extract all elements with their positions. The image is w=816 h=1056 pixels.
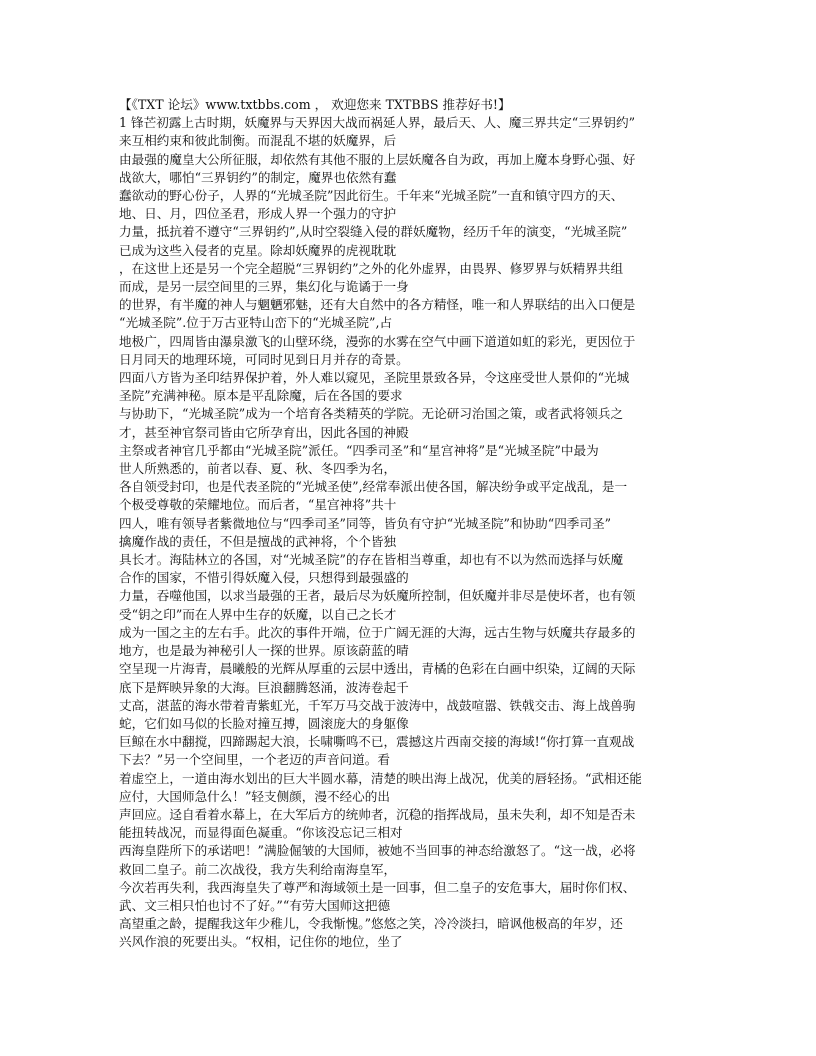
text-line: 具长才。海陆林立的各国，对“光城圣院”的存在皆相当尊重，却也有不以为然而选择与妖魔 [119, 552, 624, 568]
text-line: 合作的国家，不惜引得妖魔入侵，只想得到最强盛的 [119, 570, 409, 586]
text-line: 今次若再失利，我西海皇失了尊严和海域领土是一回事，但二皇子的安危事大，届时你们权、 [119, 879, 636, 895]
text-line: 底下是辉映异象的大海。巨浪翻腾怒涌，波涛卷起千 [119, 679, 409, 695]
text-line: 已成为这些入侵者的克星。除却妖魔界的虎视耽耽 [119, 242, 397, 258]
text-line: 地、日、月，四位圣君，形成人界一个强力的守护 [119, 206, 397, 222]
text-line: 空呈现一片海青，晨曦般的光辉从厚重的云层中透出，青橘的色彩在白画中织染，辽阔的天际 [119, 661, 636, 677]
text-line: 蠢欲动的野心份子，人界的“光城圣院”因此衍生。千年来“光城圣院”一直和镇守四方的天、 [119, 188, 624, 204]
text-line: 四人，唯有领导者紫微地位与“四季司圣”同等，皆负有守护“光城圣院”和协助“四季司圣” [119, 515, 612, 531]
text-line: 成为一国之主的左右手。此次的事件开端，位于广阔无涯的大海，远古生物与妖魔共存最多的 [119, 624, 636, 640]
text-line: 的世界，有半魔的神人与魍魉邪魅，还有大自然中的各方精怪，唯一和人界联结的出入口便是 [119, 297, 636, 313]
text-line: 地方，也是最为神秘引人一探的世界。原该蔚蓝的晴 [119, 643, 409, 659]
text-line: 下去？”另一个空间里，一个老迈的声音问道。看 [119, 752, 390, 768]
text-line: 圣院”充满神秘。原本是平乱除魔，后在各国的要求 [119, 388, 403, 404]
text-line: 由最强的魔皇大公所征服，却依然有其他不服的上层妖魔各自为政，再加上魔本身野心强、好 [119, 151, 636, 167]
text-line: 战欲大，哪怕“三界钥约”的制定，魔界也依然有蠢 [119, 169, 397, 185]
document-page [119, 96, 699, 952]
text-line: 蛇，它们如马似的长脸对撞互搏，圆滚庞大的身躯像 [119, 715, 409, 731]
text-line: 来互相约束和彼此制衡。而混乱不堪的妖魔界，后 [119, 133, 397, 149]
text-line: “光城圣院”.位于万古亚特山峦下的“光城圣院”,占 [119, 315, 393, 331]
text-line: 主祭或者神官几乎都由“光城圣院”派任。“四季司圣”和“星宫神将”是“光城圣院”中最为 [119, 442, 599, 458]
text-line: ，在这世上还是另一个完全超脱“三界钥约”之外的化外虚界，由畏界、修罗界与妖精界共组 [119, 260, 624, 276]
document-body [119, 114, 699, 951]
text-line: 个极受尊敬的荣耀地位。而后者，“星宫神将”共十 [119, 497, 397, 513]
text-line: 地极广，四周皆由瀑泉激飞的山壁环绕，漫弥的水雾在空气中画下道道如虹的彩光，更因位于 [119, 333, 636, 349]
text-line: 1 锋芒初露上古时期，妖魔界与天界因大战而祸延人界，最后天、人、魔三界共定“三界钥约” [119, 115, 636, 131]
text-line: 受“钥之印”而在人界中生存的妖魔，以自己之长才 [119, 606, 397, 622]
text-line: 武、文三相只怕也讨不了好。”“有劳大国师这把德 [119, 897, 391, 913]
text-line: 擒魔作战的责任，不但是擅战的武神将，个个皆独 [119, 533, 397, 549]
text-line: 巨鲸在水中翻搅，四蹄踢起大浪，长啸嘶鸣不已，震撼这片西南交接的海域!“你打算一直观战 [119, 734, 635, 750]
text-line: 各自领受封印，也是代表圣院的“光城圣使”,经常奉派出使各国，解决纷争或平定战乱，是一 [119, 479, 628, 495]
text-line: 能扭转战况，而显得面色凝重。“你该没忘记三相对 [119, 825, 403, 841]
text-line: 着虚空上，一道由海水划出的巨大半圆水幕，清楚的映出海上战况，优美的唇轻扬。“武相还能 [119, 770, 642, 786]
text-line: 世人所熟悉的，前者以春、夏、秋、冬四季为名， [119, 461, 397, 477]
text-line: 声回应。迳自看着水幕上，在大军后方的统帅者，沉稳的指挥战局，虽未失利，却不知是否未 [119, 806, 636, 822]
text-line: 兴风作浪的死要出头。“权相，记住你的地位，坐了 [119, 934, 403, 950]
document-header: 【《TXT 论坛》www.txtbbs.com ， 欢迎您来 TXTBBS 推荐好书!】 [119, 97, 511, 112]
text-line: 西海皇陛所下的承诺吧！”满脸倔皱的大国师，被她不当回事的神态给激怒了。“这一战，必将 [119, 843, 636, 859]
text-line: 而成，是另一层空间里的三界，集幻化与诡谲于一身 [119, 279, 409, 295]
text-line: 救回二皇子。前二次战役，我方失利给南海皇军， [119, 861, 397, 877]
text-line: 日月同天的地理环境，可同时见到日月并存的奇景。 [119, 351, 409, 367]
text-line: 力量，抵抗着不遵守“三界钥约”,从时空裂缝入侵的群妖魔物，经历千年的演变，“光城圣院” [119, 224, 628, 240]
text-line: 才，甚至神官祭司皆由它所孕育出，因此各国的神殿 [119, 424, 409, 440]
text-line: 丈高，湛蓝的海水带着青紫虹光，千军万马交战于波涛中，战鼓喧嚣、铁戟交击、海上战兽驹 [119, 697, 636, 713]
text-line: 与协助下，“光城圣院”成为一个培育各类精英的学院。无论研习治国之策，或者武将领兵之 [119, 406, 624, 422]
text-line: 四面八方皆为圣印结界保护着，外人难以窥见，圣院里景致各异，令这座受世人景仰的“光城 [119, 370, 630, 386]
text-line: 应付，大国师急什么！”轻支侧颜，漫不经心的出 [119, 788, 390, 804]
text-line: 高望重之龄，提醒我这年少稚儿，令我惭愧。”悠悠之笑，冷冷淡扫，暗讽他极高的年岁，还 [119, 916, 623, 932]
text-line: 力量，吞噬他国，以求当最强的王者，最后尽为妖魔所控制，但妖魔并非尽是使坏者，也有领 [119, 588, 636, 604]
